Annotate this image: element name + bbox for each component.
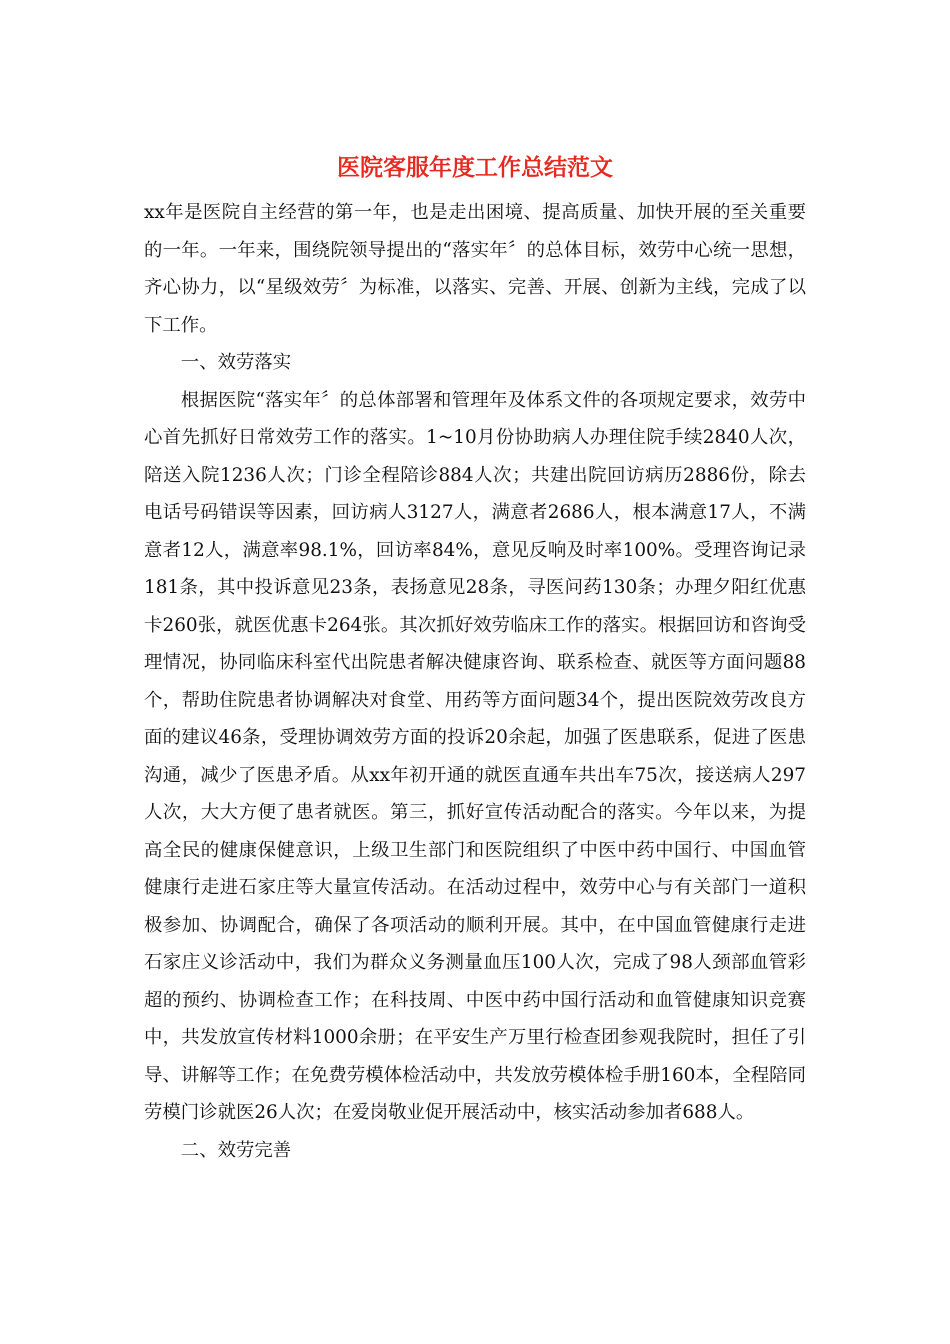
document-title: 医院客服年度工作总结范文 — [337, 154, 613, 181]
section-heading-1: 一、效劳落实 — [180, 352, 292, 373]
document-body — [144, 194, 806, 1169]
intro-paragraph: xx年是医院自主经营的第一年，也是走出困境、提高质量、加快开展的至关重要的一年。一年来，围绕院领导提出的“落实年〞的总体目标，效劳中心统一思想，齐心协力，以“星级效劳〞为标准，以落实、完善、开展、创新为主线，完成了以下工作。 — [144, 202, 806, 336]
section-1-paragraph: 根据医院“落实年〞的总体部署和管理年及体系文件的各项规定要求，效劳中心首先抓好日常效劳工作的落实。1~10月份协助病人办理住院手续2840人次，陪送入院1236人次；门诊全程陪诊884人次；共建出院回访病历2886份，除去电话号码错误等因素，回访病人3127人，满意者2686人，根本满意17人，不满意者12人，满意率98.1%，回访率84%，意见反响及时率100%。受理咨询记录181条，其中投诉意见23条，表扬意见28条，寻医问药130条；办理夕阳红优惠卡260张，就医优惠卡264张。其次抓好效劳临床工作的落实。根据回访和咨询受理情况，协同临床科室代出院患者解决健康咨询、联系检查、就医等方面问题88个，帮助住院患者协调解决对食堂、用药等方面问题34个，提出医院效劳改良方面的建议46条，受理协调效劳方面的投诉20余起，加强了医患联系，促进了医患沟通，减少了医患矛盾。从xx年初开通的就医直通车共出车75次，接送病人297人次，大大方便了患者就医。第三，抓好宣传活动配合的落实。今年以来，为提高全民的健康保健意识，上级卫生部门和医院组织了中医中药中国行、中国血管健康行走进石家庄等大量宣传活动。在活动过程中，效劳中心与有关部门一道积极参加、协调配合，确保了各项活动的顺利开展。其中，在中国血管健康行走进石家庄义诊活动中，我们为群众义务测量血压100人次，完成了98人颈部血管彩超的预约、协调检查工作；在科技周、中医中药中国行活动和血管健康知识竞赛中，共发放宣传材料1000余册；在平安生产万里行检查团参观我院时，担任了引导、讲解等工作；在免费劳模体检活动中，共发放劳模体检手册160本，全程陪同劳模门诊就医26人次；在爱岗敬业促开展活动中，核实活动参加者688人。 — [144, 389, 806, 1123]
section-heading-2: 二、效劳完善 — [180, 1139, 292, 1161]
